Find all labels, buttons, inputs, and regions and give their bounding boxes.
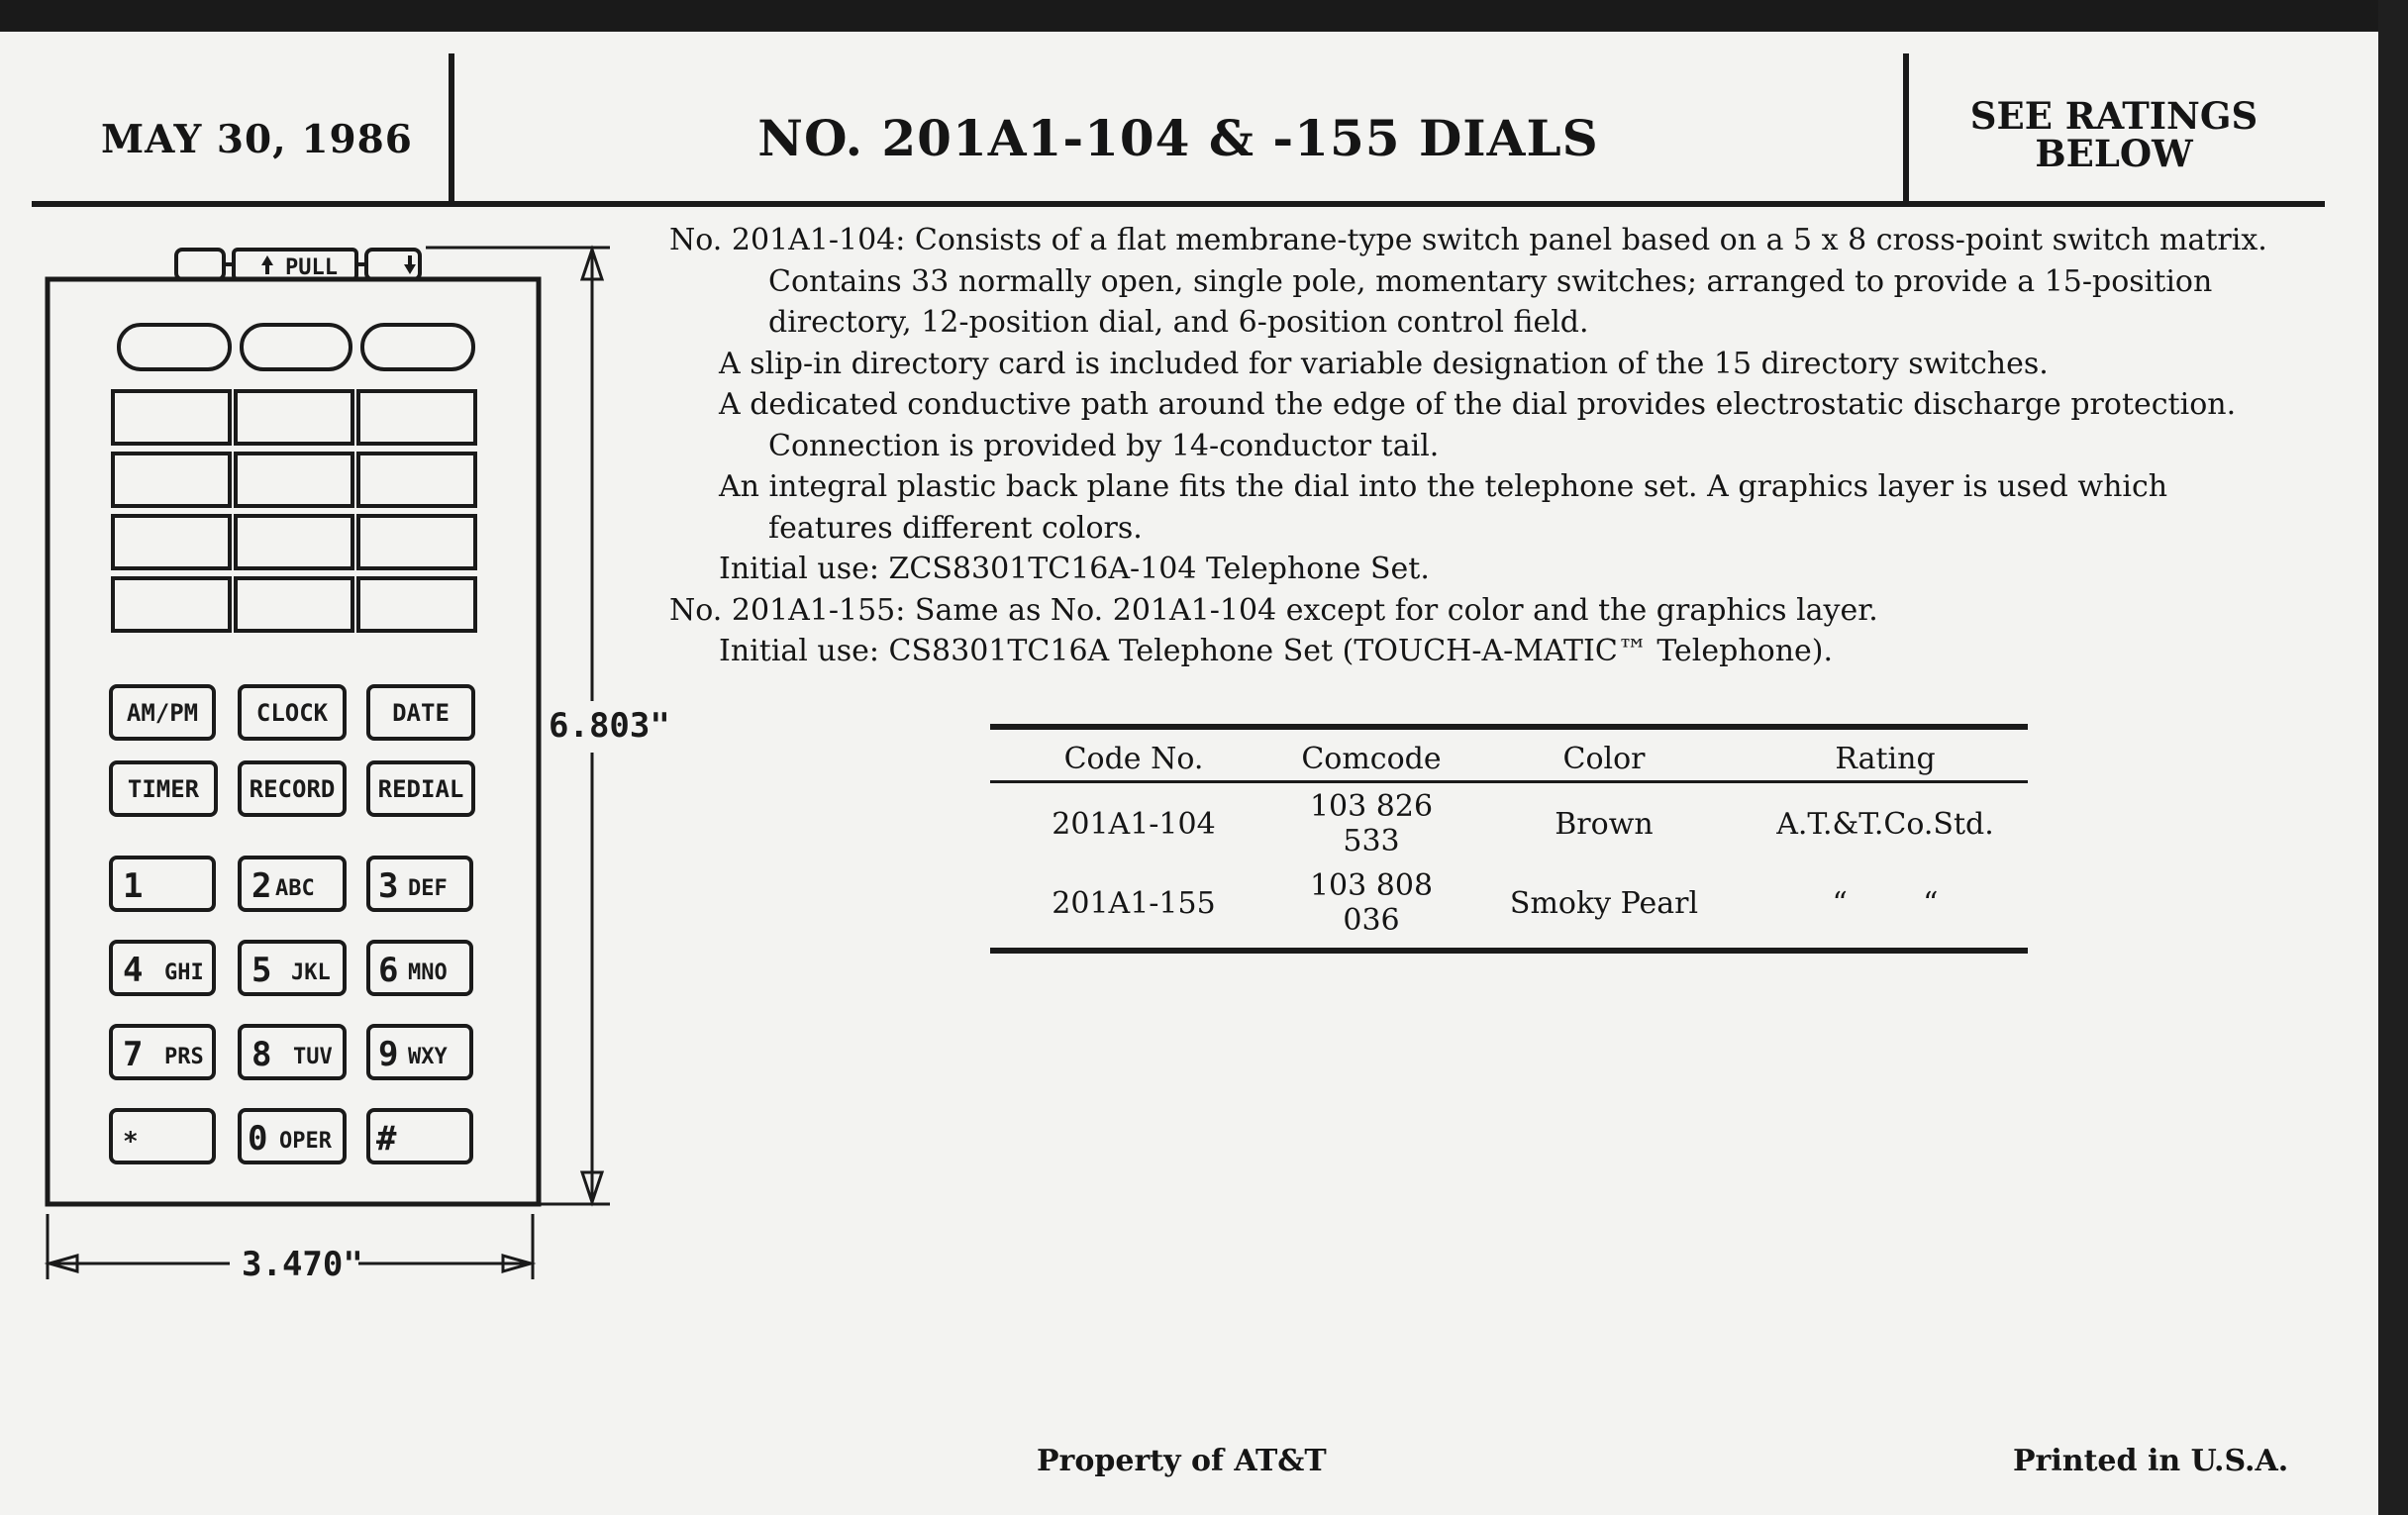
height-dimension-label: 6.803" bbox=[549, 706, 670, 746]
directory-key bbox=[236, 391, 352, 444]
cell-rating: “ “ bbox=[1743, 862, 2028, 951]
directory-key bbox=[236, 454, 352, 506]
key-letters-prs: PRS bbox=[164, 1045, 204, 1069]
key-letters-ghi: GHI bbox=[164, 960, 204, 985]
key-digit-0: 0 bbox=[248, 1119, 268, 1159]
pull-down-arrow bbox=[404, 255, 416, 274]
key-letters-abc: ABC bbox=[275, 876, 315, 901]
cell-comcode: 103 808 036 bbox=[1277, 862, 1465, 951]
desc-para-initial-use-104: Initial use: ZCS8301TC16A-104 Telephone Set. bbox=[719, 552, 1430, 586]
width-dimension-label: 3.470" bbox=[242, 1245, 363, 1284]
key-letters-jkl: JKL bbox=[291, 960, 331, 985]
directory-grid bbox=[113, 391, 475, 631]
footer-property: Property of AT&T bbox=[1037, 1444, 1327, 1478]
oval-key bbox=[242, 325, 351, 369]
cell-rating: A.T.&T.Co.Std. bbox=[1776, 806, 1994, 842]
cell-comcode: 103 826 533 bbox=[1309, 789, 1434, 858]
directory-key bbox=[113, 578, 230, 631]
directory-key bbox=[358, 516, 475, 568]
oval-key bbox=[119, 325, 230, 369]
ratings-line-1: SEE RATINGS bbox=[1969, 94, 2258, 138]
key-letters-def: DEF bbox=[408, 876, 448, 901]
key-digit-7: 7 bbox=[123, 1035, 144, 1074]
directory-key bbox=[358, 454, 475, 506]
directory-key bbox=[358, 578, 475, 631]
key-label-am-pm: AM/PM bbox=[126, 699, 199, 727]
key-label-record: RECORD bbox=[249, 775, 336, 803]
col-color: Color bbox=[1465, 727, 1743, 782]
directory-key bbox=[113, 516, 230, 568]
cell-code-no: 201A1-155 bbox=[990, 862, 1277, 951]
key-digit-4: 4 bbox=[123, 951, 144, 990]
key-star: * bbox=[123, 1127, 139, 1157]
key-digit-9: 9 bbox=[378, 1035, 399, 1074]
header-date: MAY 30, 1986 bbox=[101, 117, 413, 162]
desc-para-initial-use-155: Initial use: CS8301TC16A Telephone Set (TOUCH-A-MATIC™ Telephone). bbox=[719, 634, 1834, 668]
desc-para-155: No. 201A1-155: Same as No. 201A1-104 except for color and the graphics layer. bbox=[669, 592, 1878, 628]
directory-key bbox=[113, 454, 230, 506]
footer-printed: Printed in U.S.A. bbox=[2013, 1444, 2289, 1478]
directory-key bbox=[236, 516, 352, 568]
directory-key bbox=[358, 391, 475, 444]
directory-key bbox=[113, 391, 230, 444]
key-digit-3: 3 bbox=[378, 866, 399, 906]
key-pound: # bbox=[376, 1119, 397, 1159]
key-label-timer: TIMER bbox=[127, 775, 200, 803]
cell-code-no: 201A1-104 bbox=[1052, 806, 1216, 842]
key-label-clock: CLOCK bbox=[255, 699, 329, 727]
pull-up-arrow bbox=[261, 255, 273, 274]
col-code-no: Code No. bbox=[990, 727, 1277, 782]
key-label-date: DATE bbox=[392, 699, 450, 727]
key-letters-oper: OPER bbox=[279, 1129, 332, 1154]
cell-color: Brown bbox=[1555, 806, 1654, 842]
col-comcode: Comcode bbox=[1277, 727, 1465, 782]
pull-tab-left bbox=[176, 250, 224, 279]
desc-para-conductive-path: A dedicated conductive path around the edge of the dial provides electrostatic discharge protection. Connection is provided by 14-conductor tail. bbox=[719, 387, 2237, 463]
key-digit-1: 1 bbox=[123, 866, 144, 906]
key-letters-tuv: TUV bbox=[293, 1045, 333, 1069]
desc-para-directory-card: A slip-in directory card is included for variable designation of the 15 directory switches. bbox=[719, 346, 2049, 381]
key-digit-5: 5 bbox=[251, 951, 272, 990]
ratings-line-2: BELOW bbox=[2035, 132, 2193, 175]
key-digit-2: 2 bbox=[251, 866, 272, 906]
desc-para-back-plane: An integral plastic back plane fits the dial into the telephone set. A graphics layer is used which features different colors. bbox=[719, 469, 2168, 546]
key-letters-mno: MNO bbox=[408, 960, 448, 985]
page-title: NO. 201A1-104 & -155 DIALS bbox=[757, 109, 1599, 167]
key-letters-wxy: WXY bbox=[408, 1045, 448, 1069]
pull-label: PULL bbox=[285, 255, 338, 280]
key-digit-6: 6 bbox=[378, 951, 399, 990]
cell-color: Smoky Pearl bbox=[1465, 862, 1743, 951]
key-label-redial: REDIAL bbox=[377, 775, 464, 803]
key-digit-8: 8 bbox=[251, 1035, 272, 1074]
directory-key bbox=[236, 578, 352, 631]
oval-key bbox=[362, 325, 473, 369]
desc-para-104: No. 201A1-104: Consists of a flat membrane-type switch panel based on a 5 x 8 cross-point switch matrix. Contains 33 normally open, single pole, momentary switches; arranged to provide a 15-position directory, 12-position dial, and 6-position control field. bbox=[669, 223, 2267, 340]
col-rating: Rating bbox=[1743, 727, 2028, 782]
